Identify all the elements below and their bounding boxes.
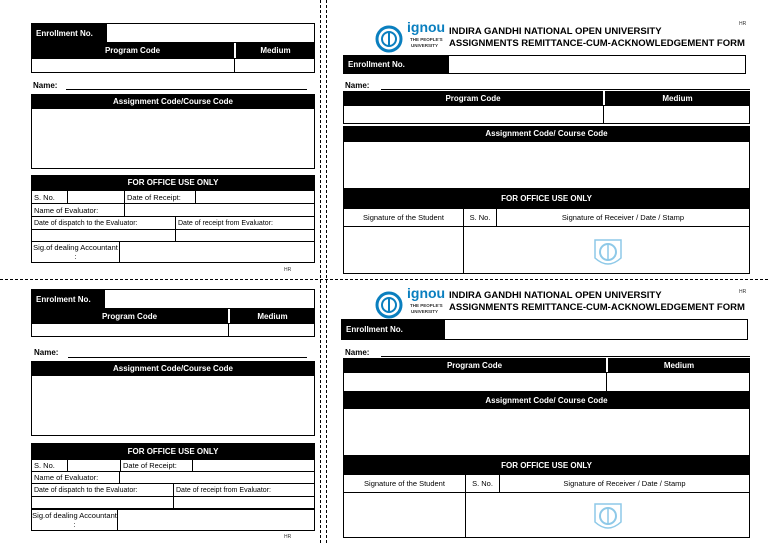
program-code-header: Program Code [31, 43, 234, 58]
office-use-header: FOR OFFICE USE ONLY [343, 189, 750, 208]
assignment-code-field[interactable] [31, 375, 315, 436]
office-use-header: FOR OFFICE USE ONLY [343, 456, 750, 475]
receipt-eval-label: Date of receipt from Evaluator: [173, 483, 315, 497]
program-code-field[interactable] [343, 105, 604, 124]
medium-header: Medium [607, 358, 750, 372]
program-code-header: Program Code [31, 309, 228, 323]
s-no-label: S. No. [31, 190, 68, 204]
enrollment-label: Enrolment No. [31, 289, 105, 309]
logo-sub1: THE PEOPLE'S [410, 303, 443, 308]
office-use-header: FOR OFFICE USE ONLY [31, 443, 315, 459]
name-field[interactable] [381, 348, 750, 357]
dispatch-field[interactable] [31, 496, 174, 509]
medium-field[interactable] [606, 372, 750, 392]
medium-field[interactable] [603, 105, 750, 124]
assignment-code-header: Assignment Code/Course Code [31, 361, 315, 375]
name-label: Name: [33, 80, 58, 90]
enrollment-field[interactable] [448, 55, 746, 74]
assignment-code-field[interactable] [343, 141, 750, 189]
assignment-code-header: Assignment Code/ Course Code [343, 392, 750, 408]
receipt-eval-label: Date of receipt from Evaluator: [175, 216, 315, 230]
ignou-logo-icon [374, 291, 404, 319]
program-code-field[interactable] [343, 372, 607, 392]
hr-mark: HR [284, 534, 292, 540]
logo-word: ignou [407, 285, 446, 301]
s-no-label: S. No. [465, 474, 500, 493]
date-receipt-field[interactable] [195, 190, 315, 204]
hr-mark: HR [739, 289, 747, 295]
program-code-header: Program Code [343, 91, 603, 105]
medium-header: Medium [229, 309, 315, 323]
sig-dealing-field[interactable] [117, 509, 315, 531]
sig-student-label: Signature of the Student [343, 208, 464, 227]
sig-receiver-label: Signature of Receiver / Date / Stamp [499, 474, 750, 493]
date-receipt-label: Date of Receipt: [124, 190, 196, 204]
name-field[interactable] [381, 81, 750, 90]
s-no-field[interactable] [67, 190, 125, 204]
enrollment-field[interactable] [106, 23, 315, 43]
assignment-code-header: Assignment Code/Course Code [31, 94, 315, 108]
enrollment-field[interactable] [444, 319, 748, 340]
medium-header: Medium [235, 43, 315, 58]
ignou-watermark-icon [589, 234, 627, 270]
sig-dealing-label: Sig.of dealing Accountant : [31, 241, 120, 263]
evaluator-label: Name of Evaluator: [31, 471, 120, 484]
medium-field[interactable] [228, 323, 315, 337]
date-receipt-label: Date of Receipt: [120, 459, 193, 472]
logo-sub1: THE PEOPLE'S [410, 37, 443, 42]
assignment-code-field[interactable] [343, 408, 750, 456]
medium-field[interactable] [234, 58, 315, 73]
office-use-header: FOR OFFICE USE ONLY [31, 175, 315, 190]
enrollment-label: Enrollment No. [341, 319, 445, 340]
medium-header: Medium [604, 91, 750, 105]
s-no-label: S. No. [31, 459, 68, 472]
name-field[interactable] [66, 80, 307, 90]
sig-receiver-label: Signature of Receiver / Date / Stamp [496, 208, 750, 227]
vertical-cut-line-left [320, 0, 321, 543]
program-code-field[interactable] [31, 323, 229, 337]
enrollment-label: Enrollment No. [31, 23, 107, 43]
sig-student-field[interactable] [343, 226, 464, 274]
program-code-header: Program Code [343, 358, 606, 372]
program-code-field[interactable] [31, 58, 235, 73]
assignment-code-field[interactable] [31, 108, 315, 169]
sig-dealing-field[interactable] [119, 241, 315, 263]
dispatch-label: Date of dispatch to the Evaluator: [31, 483, 174, 497]
form-title: ASSIGNMENTS REMITTANCE-CUM-ACKNOWLEDGEMENT FORM [449, 38, 745, 49]
dispatch-label: Date of dispatch to the Evaluator: [31, 216, 176, 230]
sig-student-field[interactable] [343, 492, 466, 538]
hr-mark: HR [284, 267, 292, 273]
ignou-watermark-icon [589, 498, 627, 534]
receipt-eval-field[interactable] [173, 496, 315, 509]
name-label: Name: [345, 348, 370, 357]
logo-sub2: UNIVERSITY [411, 309, 439, 314]
s-no-label: S. No. [463, 208, 497, 227]
university-title: INDIRA GANDHI NATIONAL OPEN UNIVERSITY [449, 26, 662, 37]
assignment-code-header: Assignment Code/ Course Code [343, 126, 750, 141]
name-field[interactable] [68, 348, 307, 358]
ignou-logo-icon [374, 25, 404, 53]
name-label: Name: [345, 81, 370, 90]
horizontal-cut-line [0, 279, 768, 280]
evaluator-field[interactable] [124, 203, 315, 217]
logo-sub2: UNIVERSITY [411, 43, 439, 48]
sig-student-label: Signature of the Student [343, 474, 466, 493]
form-title: ASSIGNMENTS REMITTANCE-CUM-ACKNOWLEDGEMENT FORM [449, 302, 745, 313]
university-title: INDIRA GANDHI NATIONAL OPEN UNIVERSITY [449, 290, 662, 301]
logo-word: ignou [407, 19, 446, 35]
vertical-cut-line-right [326, 0, 327, 543]
name-label: Name: [34, 347, 59, 357]
hr-mark: HR [739, 21, 747, 27]
enrollment-label: Enrollment No. [343, 55, 449, 74]
sig-dealing-label: Sig.of dealing Accountant : [32, 511, 117, 529]
enrollment-field[interactable] [104, 289, 315, 309]
evaluator-label: Name of Evaluator: [31, 203, 125, 217]
